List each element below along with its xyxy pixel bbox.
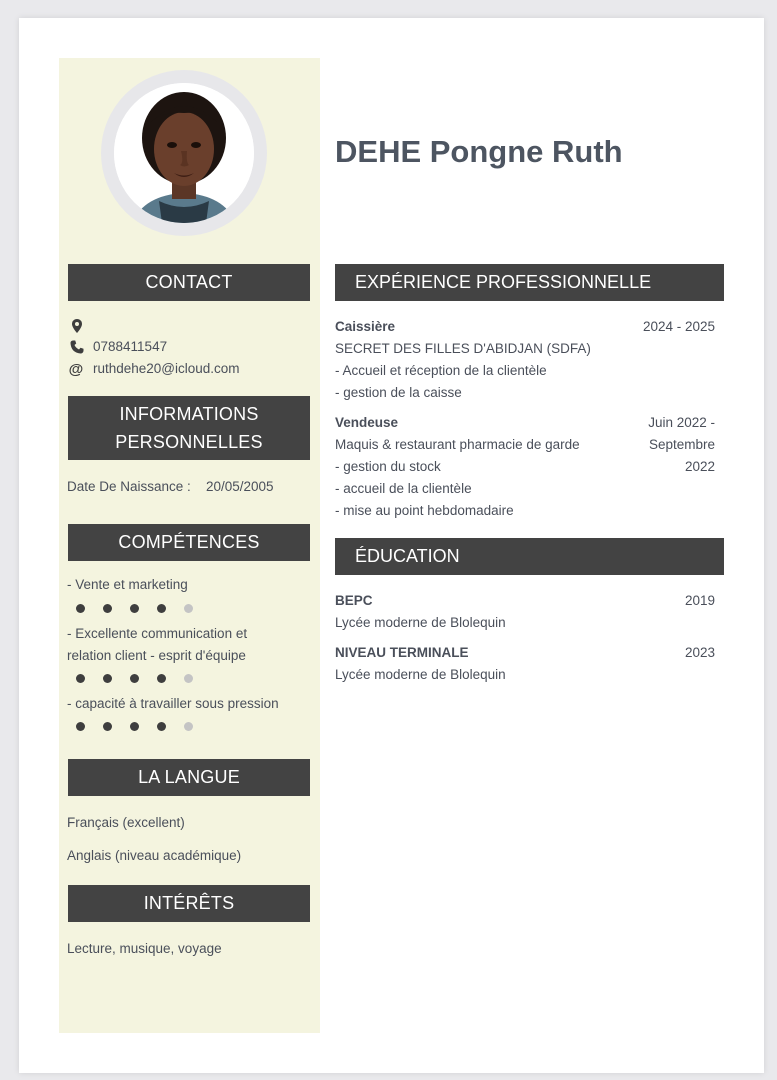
job-2-dates-line3: 2022 [684, 459, 715, 474]
rating-dot [130, 722, 139, 731]
education-1-degree: BEPC [335, 593, 373, 608]
rating-dot [130, 604, 139, 613]
rating-dot [157, 674, 166, 683]
education-1-year: 2019 [684, 593, 715, 608]
job-2-dates-line1: Juin 2022 - [648, 415, 715, 430]
resume-page [19, 18, 764, 1073]
skill-3-rating [76, 722, 193, 731]
birth-date-label: Date De Naissance : [67, 479, 191, 494]
job-2-task-2: - accueil de la clientèle [335, 481, 472, 496]
job-1-company: SECRET DES FILLES D'ABIDJAN (SDFA) [335, 341, 591, 356]
education-1-school: Lycée moderne de Blolequin [335, 615, 506, 630]
job-2-task-1: - gestion du stock [335, 459, 441, 474]
interests-text: Lecture, musique, voyage [67, 941, 222, 956]
rating-dot-empty [184, 674, 193, 683]
job-2-role: Vendeuse [335, 415, 399, 430]
rating-dot-empty [184, 604, 193, 613]
languages-heading: LA LANGUE [68, 759, 310, 796]
rating-dot [157, 722, 166, 731]
candidate-name: DEHE Pongne Ruth [335, 134, 623, 169]
sidebar [59, 58, 320, 1033]
rating-dot [76, 722, 85, 731]
skill-1-label: - Vente et marketing [67, 577, 188, 592]
personal-info-heading-line1: INFORMATIONS [119, 404, 259, 424]
rating-dot [76, 674, 85, 683]
personal-info-heading-line2: PERSONNELLES [115, 432, 263, 452]
location-icon [69, 319, 85, 335]
rating-dot [103, 604, 112, 613]
job-2-dates-line2: Septembre [648, 437, 715, 452]
rating-dot [103, 674, 112, 683]
skill-1-rating [76, 604, 193, 613]
skill-2-rating [76, 674, 193, 683]
job-1-task-1: - Accueil et réception de la clientèle [335, 363, 547, 378]
rating-dot [157, 604, 166, 613]
experience-heading: EXPÉRIENCE PROFESSIONNELLE [335, 264, 724, 301]
birth-date-value: 20/05/2005 [206, 479, 274, 494]
job-1-task-2: - gestion de la caisse [335, 385, 462, 400]
language-2: Anglais (niveau académique) [67, 848, 242, 863]
job-1-role: Caissière [335, 319, 396, 334]
rating-dot [103, 722, 112, 731]
rating-dot [76, 604, 85, 613]
at-icon: @ [68, 361, 84, 378]
phone-number: 0788411547 [93, 339, 168, 354]
contact-heading: CONTACT [68, 264, 310, 301]
education-2-degree: NIVEAU TERMINALE [335, 645, 469, 660]
profile-photo-frame [101, 70, 267, 236]
personal-info-heading [68, 396, 310, 460]
education-heading: ÉDUCATION [335, 538, 724, 575]
profile-photo [114, 83, 254, 223]
email-address: ruthdehe20@icloud.com [93, 361, 240, 376]
language-1: Français (excellent) [67, 815, 185, 830]
education-2-school: Lycée moderne de Blolequin [335, 667, 506, 682]
job-2-task-3: - mise au point hebdomadaire [335, 503, 514, 518]
interests-heading: INTÉRÊTS [68, 885, 310, 922]
skill-3-label: - capacité à travailler sous pression [67, 696, 279, 711]
job-1-dates: 2024 - 2025 [642, 319, 715, 334]
rating-dot-empty [184, 722, 193, 731]
job-2-company: Maquis & restaurant pharmacie de garde [335, 437, 580, 452]
skill-2-label-line2: relation client - esprit d'équipe [67, 648, 246, 663]
skills-heading: COMPÉTENCES [68, 524, 310, 561]
rating-dot [130, 674, 139, 683]
skill-2-label-line1: - Excellente communication et [67, 626, 248, 641]
phone-icon [69, 340, 85, 356]
education-2-year: 2023 [684, 645, 715, 660]
